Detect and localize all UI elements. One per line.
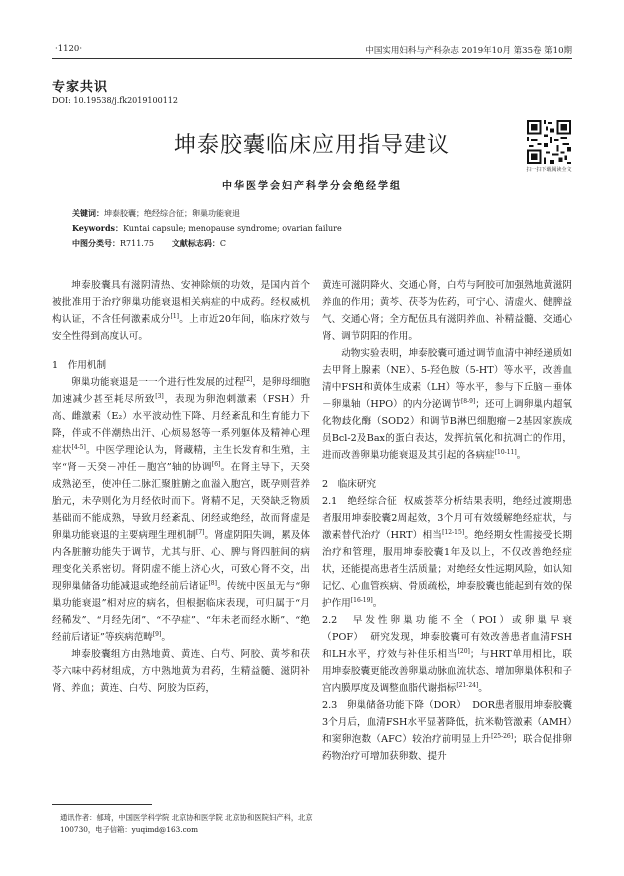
qr-code-icon — [527, 120, 571, 164]
left-column — [52, 277, 310, 697]
section-2-3-paragraph: 2.3 卵巢储备功能下降（DOR） DOR患者服用坤泰胶囊3个月后，血清FSH水平显著降低，抗米勒管激素（AMH）和窦卵泡数（AFC）较治疗前明显上升[25-26]；联合促排卵药物治疗可增加获卵数、提升 — [322, 700, 572, 762]
doc-code-value: C — [219, 239, 226, 248]
page-number: ·1120· — [55, 44, 83, 54]
formula-paragraph: 坤泰胶囊组方由熟地黄、黄连、白芍、阿胶、黄芩和茯苓六味中药材组成，方中熟地黄为君药，生精益髓、滋阴补肾、养血；黄连、白芍、阿胶为臣药， — [52, 649, 310, 694]
animal-study-paragraph: 动物实验表明，坤泰胶囊可通过调节血清中神经递质如去甲肾上腺素（NE）、5-羟色胺（5-HT）等水平，改善血清中FSH和黄体生成素（LH）等水平，参与下丘脑－垂体－卵巢轴（HPO）的内分泌调节[8-9]；还可上调卵巢内超氧化物歧化酶（SOD2）和调节B淋巴细胞瘤－2基因家族成员Bcl-2及Bax的蛋白表达，发挥抗氧化和抗凋亡的作用，进而改善卵巢功能衰退及其引起的各病症[10-11]。 — [322, 348, 573, 461]
clc-label: 中图分类号： — [72, 238, 120, 248]
clc-value: R711.75 — [120, 239, 155, 248]
column-tag: 专家共识 — [52, 80, 109, 95]
section-2-2-paragraph: 2.2 早发性卵巢功能不全（POI）或卵巢早衰（POF） 研究发现，坤泰胶囊可有效改善患者血清FSH和LH水平，疗效与补佳乐相当[20]；与HRT单用相比，联用坤泰胶囊更能改善卵巢动脉血流状态、增加卵巢体积和子宫内膜厚度及调整血脂代谢指标[21-24]。 — [322, 615, 572, 694]
keywords-en-label: Keywords： — [72, 223, 124, 233]
doc-code-label: 文献标志码： — [171, 238, 220, 248]
author-line: 中华医学会妇产科学分会绝经学组 — [222, 181, 402, 192]
section-1-heading: 1 作用机制 — [52, 360, 107, 371]
doi: DOI: 10.19538/j.fk2019100112 — [52, 96, 178, 105]
keywords-cn — [72, 207, 240, 220]
right-column — [322, 277, 572, 765]
qr-caption: 扫一扫下载阅读全文 — [526, 167, 572, 173]
mechanism-paragraph: 卵巢功能衰退是一一个进行性发展的过程[2]，是卵母细胞加速减少甚至耗尽所致[3]，表现为卵泡刺激素（FSH）升高、雌激素（E₂）水平波动性下降、月经紊乱和生育能力下降，伴或不伴潮热出汗、心烦易怒等一系列躯体及精神心理症状[4-5]。中医学理论认为，肾藏精，主生长发育和生殖，主宰“肾－天癸－冲任－胞宫”轴的协调[6]。在肾主导下，天癸成熟泌至，使冲任二脉汇聚脏腑之血溢入胞宫，既孕则营养胎元，未孕则化为月经依时而下。肾精不足，天癸缺乏物质基础而不能成熟，导致月经紊乱、闭经或绝经，故而肾虚是卵巢功能衰退的主要病理生理机制[7]。肾虚阴阳失调，累及体内各脏腑功能失于调节，尤其与肝、心、脾与肾四脏间的病理变化关系密切。肾阴虚不能上济心火，可致心肾不交，出现卵巢储备功能减退或绝经前后诸证[8]。传统中医虽无与“卵巢功能衰退”相对应的病名，但根据临床表现，可归属于“月经稀发”、“月经先闭”、“不孕症”、“年未老而经水断”、“绝经前后诸证”等疾病范畴[9]。 — [52, 375, 311, 643]
section-2-1-heading: 2.1 绝经综合征 — [322, 496, 398, 507]
keywords-en — [72, 222, 342, 235]
journal-header: 中国实用妇科与产科杂志 2019年10月 第35卷 第10期 — [365, 46, 572, 56]
section-2-2-heading: 2.2 早发性卵巢功能不全（POI）或卵巢早衰（POF） — [322, 615, 572, 643]
intro-paragraph: 坤泰胶囊具有滋阴清热、安神除烦的功效，是国内首个被批准用于治疗卵巢功能衰退相关病症的中成药。经权威机构认证，不含任何激素成分[1]。上市近20年间，临床疗效与安全性得到高度认可。 — [52, 280, 310, 342]
header-rule — [52, 58, 572, 59]
article-title: 坤泰胶囊临床应用指导建议 — [173, 133, 450, 158]
corresponding-author-footnote: 通讯作者：郁琦，中国医学科学院 北京协和医学院 北京协和医院妇产科，北京 100730，电子信箱：yuqimd@163.com — [60, 813, 313, 834]
section-2-3-heading: 2.3 卵巢储备功能下降（DOR） — [322, 700, 467, 711]
classification-line — [72, 237, 226, 250]
section-2-1-paragraph: 2.1 绝经综合征 权威荟萃分析结果表明，绝经过渡期患者服用坤泰胶囊2周起效，3个月可有效缓解绝经症状，与激素替代治疗（HRT）相当[12-15]。绝经期女性需接受长期治疗和管理，服用坤泰胶囊1年及以上，不仅改善绝经症状，还能提高患者生活质量；对绝经女性远期风险，如认知记忆、心血管疾病、骨质疏松，坤泰胶囊也能起到有效的保护作用[16-19]。 — [322, 496, 573, 609]
keywords-cn-text: 坤泰胶囊；绝经综合征；卵巢功能衰退 — [104, 209, 240, 218]
keywords-en-text: Kuntai capsule; menopause syndrome; ovarian failure — [123, 224, 342, 233]
footnote-rule — [52, 804, 152, 805]
keywords-cn-label: 关键词： — [72, 208, 104, 218]
formula-continued: 黄连可滋阴降火、交通心肾，白芍与阿胶可加强熟地黄滋阴养血的作用；黄芩、茯苓为佐药，可宁心、清虚火、健脾益气、交通心肾；全方配伍具有滋阴养血、补精益髓、交通心肾、调节阴阳的作用。 — [322, 280, 572, 342]
section-2-heading: 2 临床研究 — [322, 479, 377, 490]
